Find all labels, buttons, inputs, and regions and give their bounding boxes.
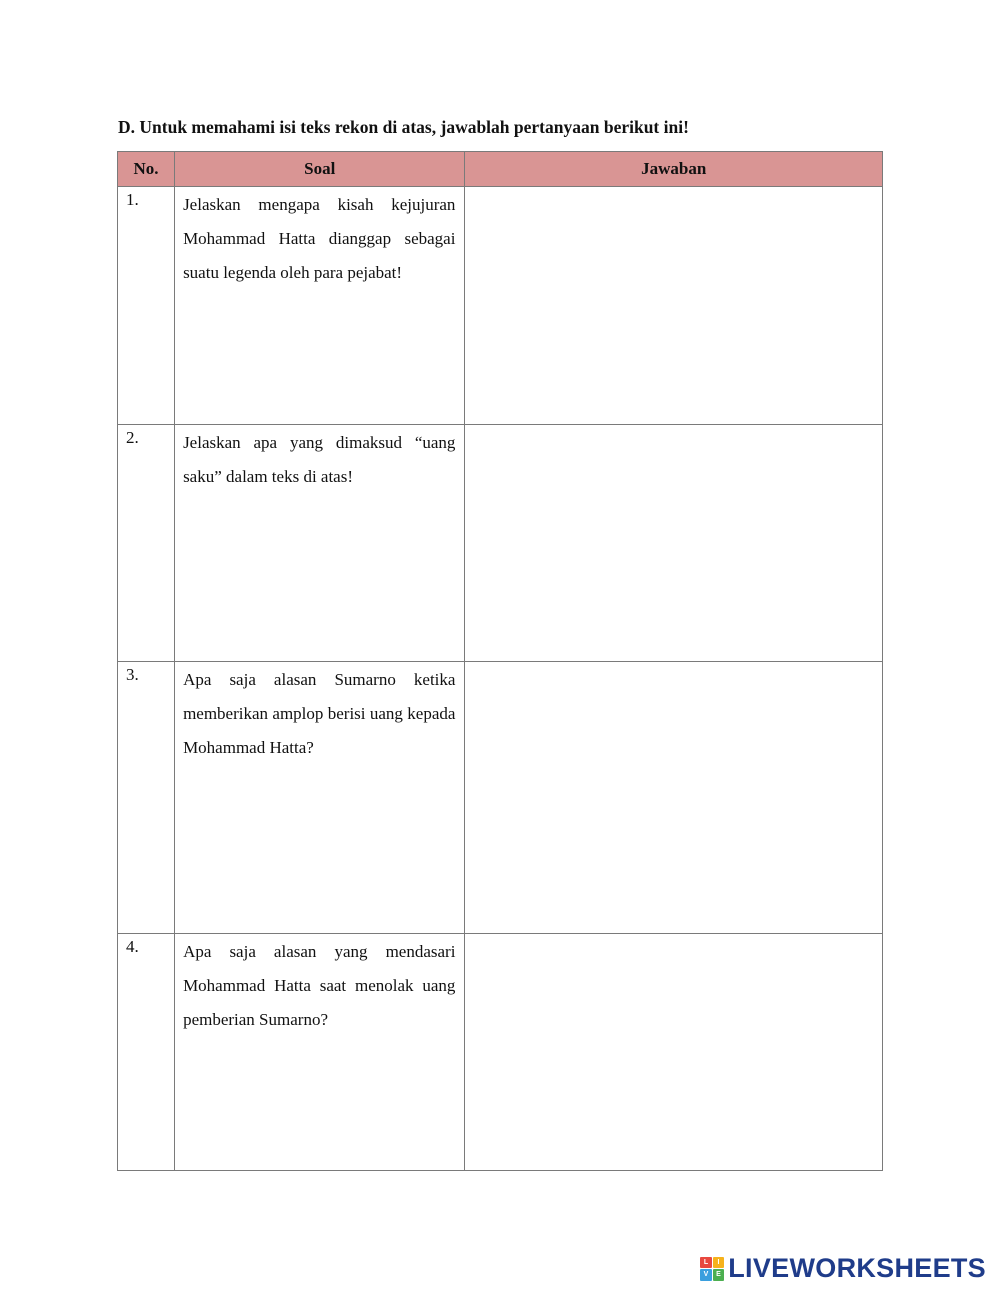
brand-name: LIVEWORKSHEETS (728, 1253, 986, 1283)
table-row (118, 934, 883, 1171)
question-table (117, 151, 883, 1171)
liveworksheets-logo (700, 1253, 986, 1284)
live-logo-icon (700, 1257, 724, 1281)
question-cell (175, 425, 465, 662)
question-number: 2. (118, 425, 175, 662)
column-header-jawaban: Jawaban (465, 152, 883, 187)
column-header-soal: Soal (175, 152, 465, 187)
column-header-no: No. (118, 152, 175, 187)
question-text: Jelaskan mengapa kisah kejujuran Mohammad Hatta dianggap sebagai suatu legenda oleh para pejabat! (183, 195, 456, 282)
logo-letter-l: L (700, 1257, 712, 1269)
question-text: Apa saja alasan Sumarno ketika memberikan amplop berisi uang kepada Mohammad Hatta? (183, 670, 456, 757)
page-title: D. Untuk memahami isi teks rekon di atas, jawablah pertanyaan berikut ini! (118, 117, 689, 137)
answer-input[interactable] (465, 187, 882, 239)
question-cell (175, 662, 465, 934)
answer-input[interactable] (465, 425, 882, 477)
question-text: Jelaskan apa yang dimaksud “uang saku” dalam teks di atas! (183, 433, 456, 486)
table-row (118, 662, 883, 934)
question-cell (175, 934, 465, 1171)
question-number: 1. (118, 187, 175, 425)
answer-cell[interactable] (465, 425, 883, 662)
question-number: 3. (118, 662, 175, 934)
answer-input[interactable] (465, 662, 882, 714)
question-text: Apa saja alasan yang mendasari Mohammad Hatta saat menolak uang pemberian Sumarno? (183, 942, 456, 1029)
logo-letter-i: I (713, 1257, 725, 1269)
table-row (118, 425, 883, 662)
logo-letter-e: E (713, 1269, 725, 1281)
table-header-row (118, 152, 883, 187)
table-row (118, 187, 883, 425)
answer-input[interactable] (465, 934, 882, 986)
answer-cell[interactable] (465, 934, 883, 1171)
answer-cell[interactable] (465, 187, 883, 425)
question-number: 4. (118, 934, 175, 1171)
logo-letter-v: V (700, 1269, 712, 1281)
answer-cell[interactable] (465, 662, 883, 934)
question-cell (175, 187, 465, 425)
